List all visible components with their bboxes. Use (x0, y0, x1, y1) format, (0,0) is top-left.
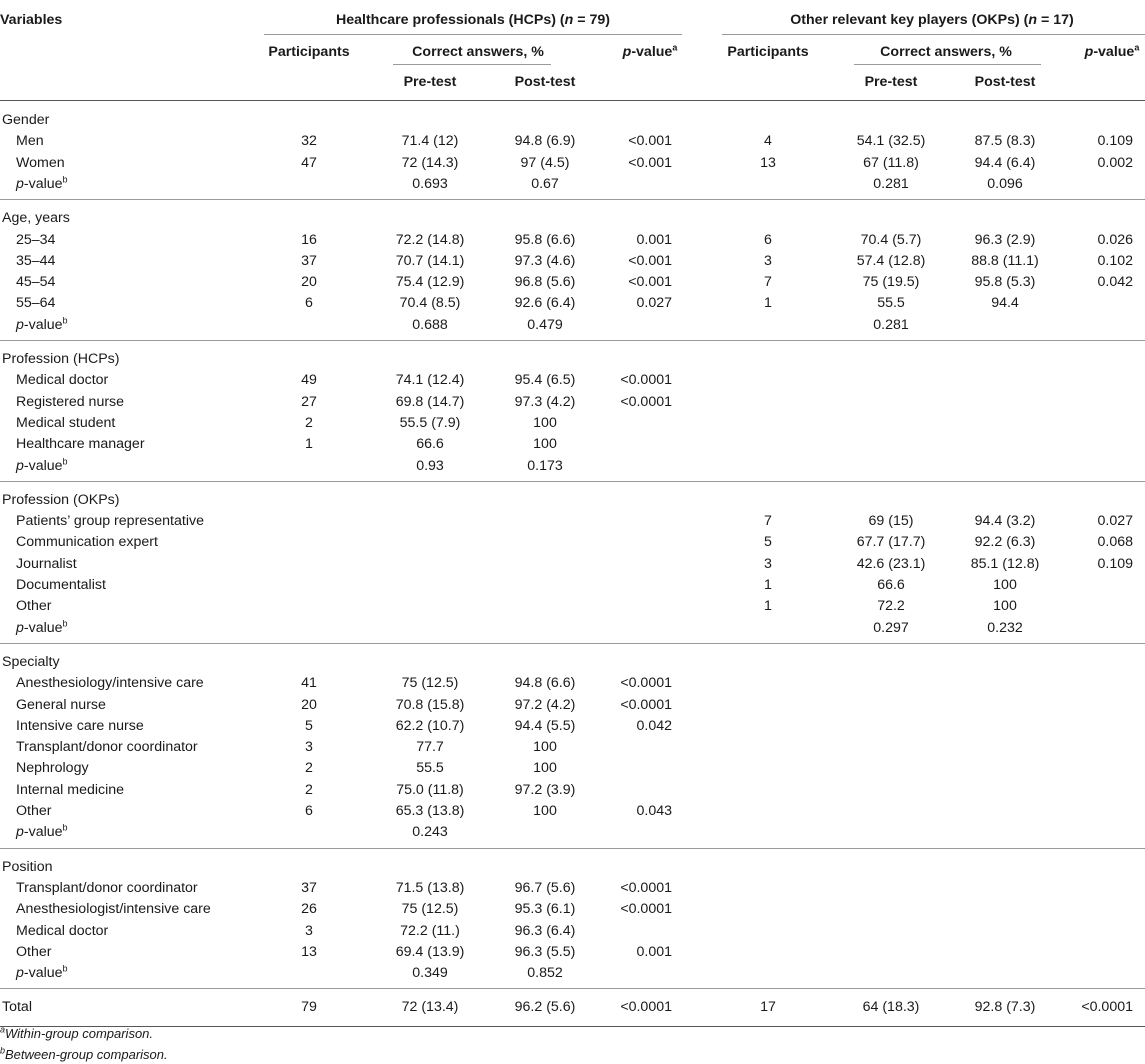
row-label: Medical student (16, 414, 116, 431)
between-group-p-value-label: p-value$^b$ (16, 455, 68, 474)
hcp-participants-cell: 20 (301, 696, 317, 713)
hcp-posttest-cell: 96.7 (5.6) (514, 879, 576, 896)
okp-posttest-cell: 94.4 (991, 295, 1019, 312)
okp-pretest-cell: 0.281 (873, 316, 909, 333)
total-okp-participants: 17 (760, 999, 776, 1016)
hcp-pretest-cell: 77.7 (416, 739, 444, 756)
okp-pretest-cell: 66.6 (877, 577, 905, 593)
row-label: Journalist (16, 555, 77, 572)
row-label: 25–34 (16, 231, 56, 248)
okp-p-value-cell: 0.026 (1097, 231, 1133, 248)
hcp-pretest-cell: 0.349 (412, 965, 448, 982)
hcp-posttest-cell: 95.8 (6.6) (514, 231, 576, 248)
hcp-p-value-cell: <0.001 (628, 154, 672, 171)
okp-group-header: Other relevant key players (OKPs) (n = 17) (790, 12, 1074, 28)
row-label: 55–64 (16, 295, 56, 312)
hcp-group-header: Healthcare professionals (HCPs) (n = 79) (335, 12, 611, 28)
okp-posttest-cell: 0.232 (987, 619, 1023, 636)
row-label: Anesthesiology/intensive care (16, 675, 204, 692)
total-hcp-pretest: 72 (13.4) (401, 999, 459, 1016)
row-label: Registered nurse (16, 393, 125, 410)
row-label: General nurse (16, 696, 106, 713)
hcp-p-value-cell: <0.001 (628, 133, 672, 150)
hcp-participants-cell: 47 (301, 154, 317, 171)
okp-pretest-cell: 67.7 (17.7) (856, 534, 926, 551)
hcp-pretest-cell: 0.243 (412, 824, 448, 841)
okp-participants-cell: 13 (760, 154, 776, 171)
hcp-p-value-cell: <0.001 (628, 252, 672, 269)
okp-pretest-cell: 54.1 (32.5) (856, 133, 926, 150)
okp-pretest-cell: 55.5 (877, 295, 905, 312)
okp-p-value-cell: 0.109 (1097, 555, 1133, 572)
hcp-participants-cell: 2 (305, 781, 313, 798)
okp-participants-cell: 3 (764, 555, 772, 572)
hcp-participants-cell: 26 (301, 901, 317, 918)
total-label: Total (2, 999, 32, 1016)
row-label: Anesthesiologist/intensive care (16, 901, 211, 918)
okp-participants-header: Participants (727, 44, 809, 60)
hcp-participants-cell: 20 (301, 274, 317, 291)
section-title: Position (2, 858, 53, 875)
hcp-pretest-cell: 75.0 (11.8) (396, 781, 464, 798)
row-label: Men (16, 133, 44, 150)
hcp-posttest-header: Post-test (514, 74, 576, 90)
hcp-correct-underline (393, 64, 551, 65)
hcp-pretest-cell: 70.4 (8.5) (399, 295, 461, 312)
row-label: 45–54 (16, 274, 56, 291)
okp-pretest-cell: 42.6 (23.1) (856, 555, 926, 572)
hcp-posttest-cell: 94.8 (6.9) (514, 133, 576, 150)
hcp-p-value-cell: <0.0001 (620, 696, 672, 713)
hcp-participants-header: Participants (268, 44, 350, 60)
row-label: Healthcare manager (16, 436, 145, 453)
okp-participants-cell: 1 (764, 295, 772, 312)
okp-participants-cell: 1 (764, 598, 772, 615)
hcp-pretest-cell: 72.2 (14.8) (395, 231, 465, 248)
okp-correct-underline (854, 64, 1041, 65)
hcp-posttest-cell: 97.2 (3.9) (514, 781, 576, 798)
hcp-pretest-cell: 74.1 (12.4) (395, 372, 465, 389)
okp-participants-cell: 5 (764, 534, 772, 551)
hcp-participants-cell: 27 (301, 393, 317, 410)
row-label: Documentalist (16, 577, 106, 593)
row-label: Patients’ group representative (16, 513, 204, 530)
between-group-p-value-label: p-value$^b$ (16, 314, 68, 333)
okp-posttest-cell: 88.8 (11.1) (971, 252, 1039, 269)
okp-pretest-cell: 0.281 (873, 175, 909, 192)
total-hcp-p-value: <0.0001 (620, 999, 672, 1016)
hcp-participants-cell: 5 (305, 717, 313, 734)
hcp-p-value-cell: 0.027 (636, 295, 672, 312)
variables-header: Variables (0, 12, 63, 28)
hcp-pretest-cell: 55.5 (416, 760, 444, 777)
okp-pretest-header: Pre-test (864, 74, 918, 90)
hcp-posttest-cell: 0.173 (527, 457, 563, 474)
hcp-pretest-cell: 70.7 (14.1) (395, 252, 465, 269)
section-title: Specialty (2, 653, 60, 670)
hcp-pretest-cell: 75 (12.5) (401, 675, 459, 692)
hcp-p-value-cell: <0.0001 (620, 901, 672, 918)
total-hcp-participants: 79 (301, 999, 317, 1016)
okp-posttest-cell: 95.8 (5.3) (974, 274, 1036, 291)
hcp-participants-cell: 16 (301, 231, 317, 248)
hcp-posttest-cell: 95.3 (6.1) (514, 901, 576, 918)
hcp-participants-cell: 37 (301, 252, 317, 269)
hcp-participants-cell: 2 (305, 760, 313, 777)
hcp-posttest-cell: 94.8 (6.6) (514, 675, 576, 692)
hcp-pretest-cell: 65.3 (13.8) (395, 803, 465, 819)
okp-posttest-cell: 85.1 (12.8) (970, 555, 1040, 572)
okp-pretest-cell: 57.4 (12.8) (856, 252, 926, 269)
header-divider (0, 100, 1145, 101)
hcp-posttest-cell: 100 (533, 739, 557, 756)
hcp-posttest-cell: 100 (533, 414, 557, 431)
okp-pretest-cell: 0.297 (873, 619, 909, 636)
okp-pretest-cell: 75 (19.5) (862, 274, 920, 291)
section-title: Age, years (2, 210, 70, 227)
row-label: Other (16, 803, 52, 819)
total-okp-posttest: 92.8 (7.3) (974, 999, 1036, 1016)
hcp-p-value-cell: 0.001 (636, 231, 672, 248)
hcp-participants-cell: 6 (305, 803, 313, 819)
hcp-posttest-cell: 96.3 (5.5) (514, 943, 576, 960)
hcp-participants-cell: 32 (301, 133, 317, 150)
hcp-pretest-cell: 75.4 (12.9) (395, 274, 465, 291)
between-group-p-value-label: p-value$^b$ (16, 174, 68, 192)
hcp-pretest-cell: 71.4 (12) (401, 133, 459, 150)
hcp-pretest-cell: 71.5 (13.8) (395, 879, 465, 896)
okp-participants-cell: 3 (764, 252, 772, 269)
hcp-participants-cell: 41 (301, 675, 317, 692)
hcp-p-value-cell: <0.0001 (620, 393, 672, 410)
row-label: Women (16, 154, 65, 171)
hcp-p-value-cell: <0.0001 (620, 675, 672, 692)
hcp-p-value-cell: <0.0001 (620, 372, 672, 389)
total-okp-pretest: 64 (18.3) (862, 999, 920, 1016)
okp-posttest-header: Post-test (974, 74, 1036, 90)
hcp-p-value-header: p-value$^a$ (622, 42, 678, 60)
hcp-participants-cell: 6 (305, 295, 313, 312)
okp-pretest-cell: 67 (11.8) (863, 154, 919, 171)
section-divider (0, 988, 1145, 989)
hcp-posttest-cell: 0.67 (531, 175, 559, 192)
row-label: Other (16, 943, 52, 960)
hcp-pretest-cell: 70.8 (15.8) (395, 696, 465, 713)
okp-posttest-cell: 94.4 (6.4) (974, 154, 1036, 171)
row-label: 35–44 (16, 252, 56, 269)
okp-pretest-cell: 70.4 (5.7) (860, 231, 922, 248)
okp-p-value-cell: 0.068 (1097, 534, 1133, 551)
okp-pretest-cell: 72.2 (877, 598, 905, 615)
hcp-pretest-cell: 72 (14.3) (401, 154, 459, 171)
section-title: Profession (HCPs) (2, 351, 120, 367)
hcp-posttest-cell: 100 (533, 436, 557, 453)
hcp-posttest-cell: 97 (4.5) (520, 154, 570, 171)
hcp-p-value-cell: 0.001 (636, 943, 672, 960)
section-divider (0, 643, 1145, 644)
row-label: Communication expert (16, 534, 158, 551)
section-title: Gender (2, 112, 50, 128)
between-group-p-value-label: p-value$^b$ (16, 617, 68, 636)
hcp-posttest-cell: 96.3 (6.4) (514, 922, 576, 939)
hcp-correct-answers-header: Correct answers, % (412, 44, 544, 60)
okp-pretest-cell: 69 (15) (868, 513, 914, 530)
total-hcp-posttest: 96.2 (5.6) (514, 999, 576, 1016)
hcp-posttest-cell: 97.3 (4.6) (514, 252, 576, 269)
hcp-posttest-cell: 95.4 (6.5) (514, 372, 576, 389)
section-divider (0, 340, 1145, 341)
hcp-pretest-cell: 75 (12.5) (401, 901, 459, 918)
footnote-b: $^b$Between-group comparison. (0, 1045, 168, 1062)
hcp-pretest-header: Pre-test (403, 74, 457, 90)
okp-p-value-cell: 0.027 (1097, 513, 1133, 530)
hcp-pretest-cell: 0.688 (412, 316, 448, 333)
hcp-posttest-cell: 97.3 (4.2) (514, 393, 576, 410)
okp-p-value-cell: 0.102 (1097, 252, 1133, 269)
hcp-posttest-cell: 92.6 (6.4) (514, 295, 576, 312)
okp-posttest-cell: 94.4 (3.2) (974, 513, 1036, 530)
row-label: Medical doctor (16, 372, 109, 389)
okp-p-value-header: p-value$^a$ (1084, 42, 1140, 60)
okp-posttest-cell: 92.2 (6.3) (974, 534, 1036, 551)
okp-posttest-cell: 100 (993, 598, 1017, 615)
okp-p-value-cell: 0.002 (1097, 154, 1133, 171)
hcp-posttest-cell: 0.852 (527, 965, 563, 982)
hcp-pretest-cell: 69.4 (13.9) (395, 943, 465, 960)
footnote-a: $^a$Within-group comparison. (0, 1024, 154, 1041)
total-okp-p-value: <0.0001 (1081, 999, 1133, 1016)
okp-participants-cell: 4 (764, 133, 772, 150)
section-title: Profession (OKPs) (2, 491, 120, 508)
hcp-participants-cell: 1 (305, 436, 313, 453)
section-divider (0, 199, 1145, 200)
hcp-participants-cell: 3 (305, 739, 313, 756)
between-group-p-value-label: p-value$^b$ (16, 963, 68, 982)
hcp-pretest-cell: 62.2 (10.7) (395, 717, 465, 734)
okp-p-value-cell: 0.109 (1097, 133, 1133, 150)
okp-posttest-cell: 87.5 (8.3) (974, 133, 1036, 150)
hcp-group-underline (264, 34, 682, 35)
okp-posttest-cell: 0.096 (987, 175, 1023, 192)
hcp-participants-cell: 37 (301, 879, 317, 896)
hcp-participants-cell: 2 (305, 414, 313, 431)
okp-p-value-cell: 0.042 (1097, 274, 1133, 291)
row-label: Medical doctor (16, 922, 109, 939)
hcp-participants-cell: 49 (301, 372, 317, 389)
okp-group-underline (722, 34, 1145, 35)
row-label: Transplant/donor coordinator (16, 739, 198, 756)
hcp-pretest-cell: 72.2 (11.) (400, 922, 460, 939)
row-label: Intensive care nurse (16, 717, 144, 734)
okp-correct-answers-header: Correct answers, % (880, 44, 1012, 60)
okp-posttest-cell: 96.3 (2.9) (974, 231, 1036, 248)
okp-participants-cell: 1 (764, 577, 772, 593)
okp-participants-cell: 7 (764, 274, 772, 291)
hcp-p-value-cell: <0.001 (628, 274, 672, 291)
hcp-pretest-cell: 0.93 (416, 457, 444, 474)
hcp-participants-cell: 3 (305, 922, 313, 939)
hcp-posttest-cell: 0.479 (527, 316, 563, 333)
between-group-p-value-label: p-value$^b$ (16, 822, 68, 841)
hcp-posttest-cell: 97.2 (4.2) (514, 696, 576, 713)
section-divider (0, 848, 1145, 849)
okp-participants-cell: 6 (764, 231, 772, 248)
hcp-posttest-cell: 96.8 (5.6) (514, 274, 576, 291)
row-label: Internal medicine (16, 781, 125, 798)
row-label: Other (16, 598, 52, 615)
hcp-pretest-cell: 69.8 (14.7) (395, 393, 465, 410)
hcp-posttest-cell: 100 (533, 760, 557, 777)
hcp-p-value-cell: <0.0001 (620, 879, 672, 896)
hcp-p-value-cell: 0.042 (636, 717, 672, 734)
section-divider (0, 481, 1145, 482)
hcp-p-value-cell: 0.043 (636, 803, 672, 819)
table-bottom-rule (0, 1026, 1145, 1027)
okp-posttest-cell: 100 (993, 577, 1017, 593)
hcp-posttest-cell: 94.4 (5.5) (514, 717, 576, 734)
hcp-pretest-cell: 66.6 (416, 436, 444, 453)
okp-participants-cell: 7 (764, 513, 772, 530)
hcp-pretest-cell: 0.693 (412, 175, 448, 192)
hcp-posttest-cell: 100 (533, 803, 557, 819)
row-label: Transplant/donor coordinator (16, 879, 198, 896)
hcp-pretest-cell: 55.5 (7.9) (399, 414, 461, 431)
row-label: Nephrology (16, 760, 89, 777)
hcp-participants-cell: 13 (301, 943, 317, 960)
